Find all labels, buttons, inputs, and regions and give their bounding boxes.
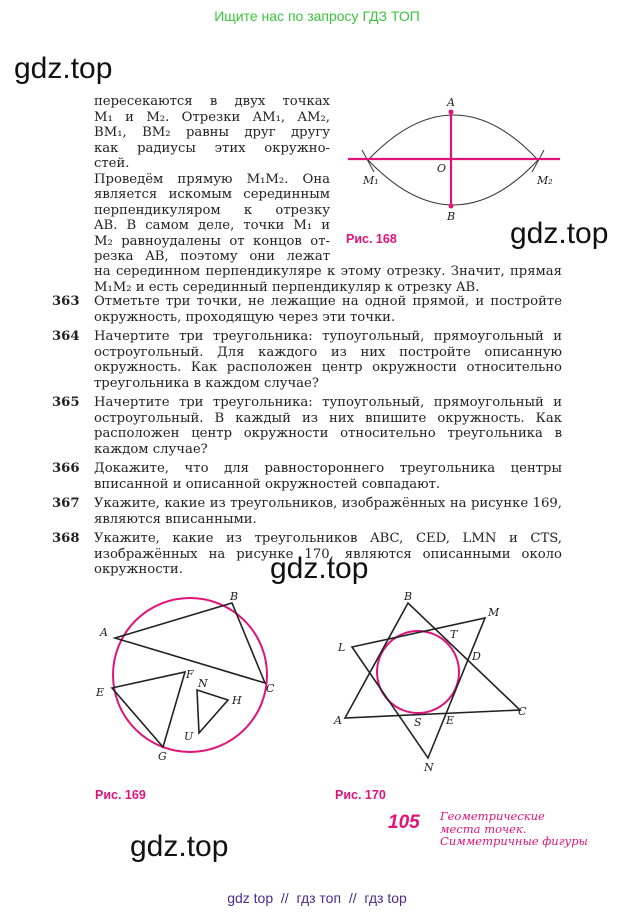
point-label: N [198,677,208,690]
point-label: N [424,761,434,774]
triangle-lmn [352,618,485,758]
problem-number: 363 [52,294,80,309]
figure-169-labels [95,590,275,763]
problem-number: 366 [52,461,80,476]
section-line: места точек. [440,821,527,836]
line: пересекаются в двух точках [94,94,330,109]
point-label: A [100,626,108,639]
top-banner[interactable]: Ищите нас по запросу ГДЗ ТОП [214,8,420,24]
point-label: C [518,705,527,718]
point-label: C [266,682,275,695]
line: BM₁, BM₂ равны друг другу [94,125,330,140]
problem-text: Отметьте три точки, не лежащие на одной прямой, и постройте окружность, проходящую через эти точки. [94,294,562,325]
line: стей. [94,156,130,171]
figure-168-caption: Рис. 168 [346,232,397,246]
label-o: O [437,162,447,175]
point-label: B [230,590,239,603]
line: M₂ равноудалены от концов от- [94,233,330,249]
figure-mark [362,150,374,172]
figure-mark [449,110,454,115]
arc-upper [368,115,538,160]
figure-170 [345,603,520,758]
line: Проведём прямую M₁M₂. Она [94,171,330,187]
point-label: H [232,694,242,707]
figure-170-caption: Рис. 170 [335,788,386,802]
label-m1: M₁ [363,174,379,187]
problem-number: 368 [52,531,80,546]
watermark: gdz.top [14,52,113,85]
watermark: gdz.top [270,552,369,585]
watermark: gdz.top [510,217,609,250]
intro-tail: на серединном перпендикуляре к этому отрезку. Значит, прямая M₁M₂ и есть серединный перпендикуляр к отрезку AB. [94,264,562,295]
triangle-nhu [197,690,228,733]
label-m2: M₂ [537,174,553,187]
line: перпендикуляром к отрезку [94,202,330,218]
problem-text: Укажите, какие из треугольников ABC, CED, LMN и CTS, изображённых на рисунке 170, являются описанными около окружности. [94,531,562,577]
point-label: G [158,750,167,763]
point-label: L [338,641,346,654]
triangle-abc [345,603,520,718]
line: как радиусы этих окружно- [94,140,330,156]
point-label: T [450,628,458,641]
figure-170-labels [333,590,527,774]
watermark: gdz.top [130,830,229,863]
label-b: B [447,210,456,223]
point-label: A [334,714,342,727]
figure-mark [449,204,454,209]
figure-168 [348,96,560,223]
figure-mark [532,150,544,172]
arc-lower [368,160,538,205]
line: AB. В самом деле, точки M₁ и [94,218,330,233]
label-a: A [447,96,455,109]
problem-number: 365 [52,395,80,410]
section-title [440,810,588,848]
line: M₁ и M₂. Отрезки AM₁, AM₂, [94,109,330,125]
triangle-efg [112,672,185,747]
point-label: B [404,590,413,603]
point-label: D [472,650,481,663]
point-label: E [96,686,105,699]
point-label: F [186,668,194,681]
point-label: M [488,606,500,619]
problem-text: Докажите, что для равностороннего треугольника центры вписанной и описанной окружностей совпадают. [94,461,562,492]
problem-number: 364 [52,329,80,344]
problem-text: Начертите три треугольника: тупоугольный, прямоугольный и остроугольный. Для каждого из них постройте описанную окружность. Как расположен центр окружности относительно треугольника в каждом случае? [94,329,562,391]
page-number: 105 [388,812,420,833]
footer-links[interactable]: gdz top // гдз топ // гдз top [227,890,407,906]
problem-text: Укажите, какие из треугольников, изображённых на рисунке 169, являются вписанными. [94,496,562,527]
line: является искомым серединным [94,187,330,202]
problem-number: 367 [52,496,80,511]
problem-text: Начертите три треугольника: тупоугольный, прямоугольный и остроугольный. В каждый из них впишите окружность. Как расположен центр окружности относительно треугольника в каждом случае? [94,395,562,457]
line: резка AB, поэтому они лежат [94,249,330,264]
figure-169-caption: Рис. 169 [95,788,146,802]
section-line: Симметричные фигуры [440,834,588,848]
point-label: S [414,716,422,729]
section-line: Геометрические [440,809,545,823]
point-label: U [184,730,194,743]
point-label: E [446,714,455,727]
